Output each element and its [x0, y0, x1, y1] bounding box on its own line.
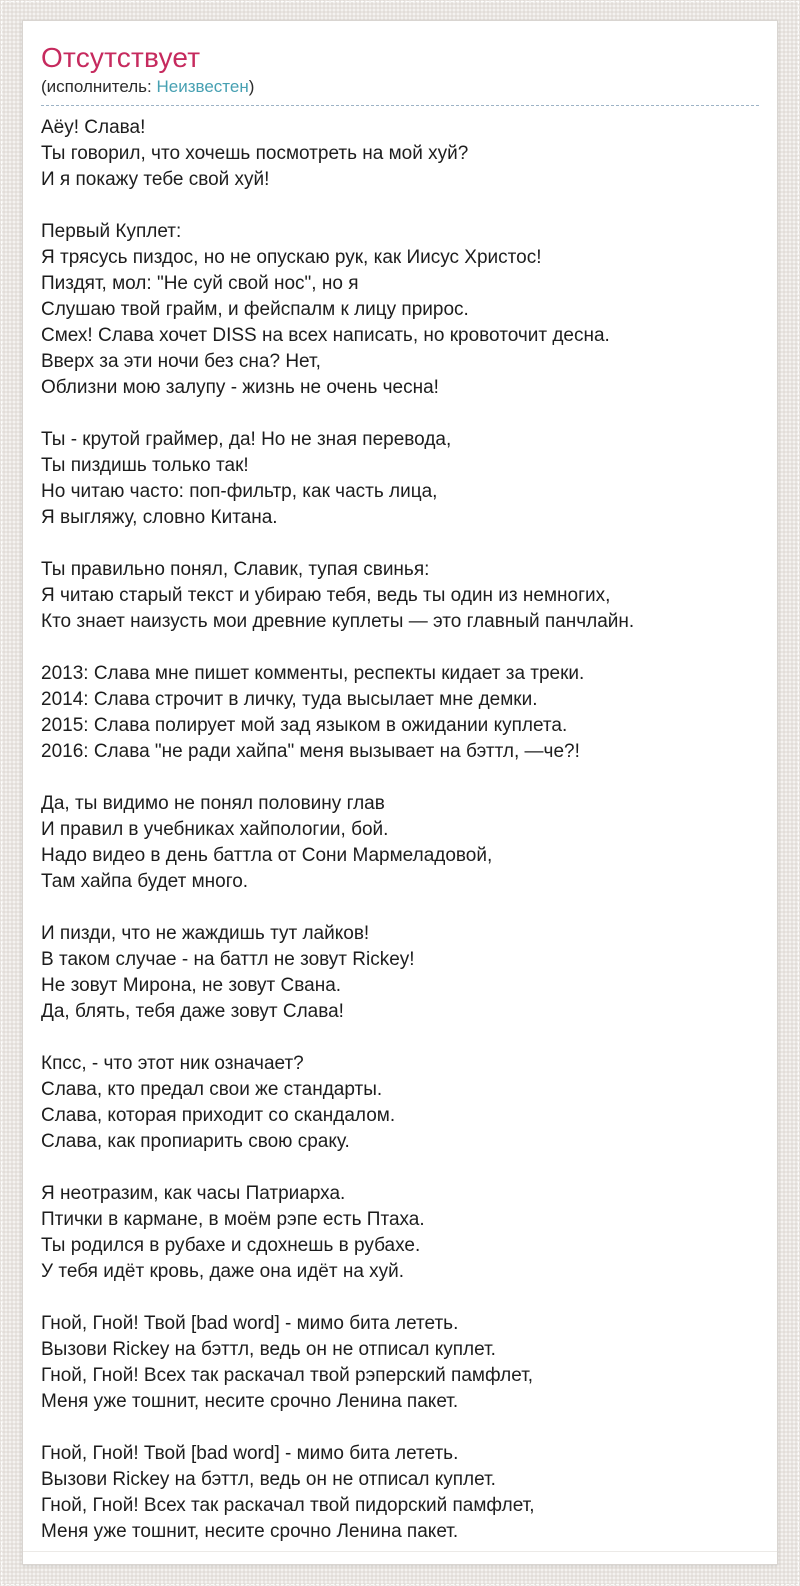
lyric-line: 2015: Слава полирует мой зад языком в ожидании куплета. — [41, 715, 568, 736]
lyric-line: Меня уже тошнит, несите срочно Ленина пакет. — [41, 1391, 459, 1412]
lyric-line: Слушаю твой грайм, и фейспалм к лицу прирос. — [41, 299, 469, 320]
lyric-line: 2013: Слава мне пишет комменты, респекты кидает за треки. — [41, 663, 585, 684]
artist-line — [41, 76, 759, 98]
lyric-line — [41, 193, 759, 219]
lyric-line: И пизди, что не жаждишь тут лайков! — [41, 923, 370, 944]
lyric-line: Ты пиздишь только так! — [41, 455, 249, 476]
lyric-line: Ты говорил, что хочешь посмотреть на мой хуй? — [41, 143, 469, 164]
lyric-line — [41, 635, 759, 661]
lyric-line: Я выгляжу, словно Китана. — [41, 507, 278, 528]
lyric-line: Гной, Гной! Всех так раскачал твой пидорский памфлет, — [41, 1495, 535, 1516]
lyric-line: Вверх за эти ночи без сна? Нет, — [41, 351, 321, 372]
lyric-line: Ты правильно понял, Славик, тупая свинья: — [41, 559, 430, 580]
lyric-line: Но читаю часто: поп-фильтр, как часть лица, — [41, 481, 438, 502]
lyric-line: Да, блять, тебя даже зовут Слава! — [41, 1001, 344, 1022]
lyric-line — [41, 1025, 759, 1051]
lyric-line: Гной, Гной! Твой [bad word] - мимо бита лететь. — [41, 1443, 459, 1464]
lyric-line — [41, 765, 759, 791]
song-header — [41, 43, 759, 106]
lyric-line: Пиздят, мол: "Не суй свой нос", но я — [41, 273, 359, 294]
lyric-line: Вызови Rickey на бэттл, ведь он не отписал куплет. — [41, 1339, 496, 1360]
lyrics-card — [22, 20, 778, 1565]
lyric-line — [41, 895, 759, 921]
lyric-line: Первый Куплет: — [41, 221, 182, 242]
song-title: Отсутствует — [41, 42, 201, 73]
lyric-line: Гной, Гной! Всех так раскачал твой рэперский памфлет, — [41, 1365, 534, 1386]
lyric-line — [41, 1415, 759, 1441]
lyric-line: Слава, как пропиарить свою сраку. — [41, 1131, 350, 1152]
lyric-line: Птички в кармане, в моём рэпе есть Птаха. — [41, 1209, 425, 1230]
lyric-line: Не зовут Мирона, не зовут Свана. — [41, 975, 342, 996]
lyric-line: Слава, кто предал свои же стандарты. — [41, 1079, 383, 1100]
lyric-line: Я трясусь пиздос, но не опускаю рук, как Иисус Христос! — [41, 247, 542, 268]
lyric-line — [41, 1155, 759, 1181]
lyric-line: Аёу! Слава! — [41, 117, 146, 138]
lyric-line — [41, 531, 759, 557]
lyric-line: Да, ты видимо не понял половину глав — [41, 793, 385, 814]
lyric-line — [41, 401, 759, 427]
artist-link[interactable]: Неизвестен — [156, 77, 249, 96]
lyric-line: У тебя идёт кровь, даже она идёт на хуй. — [41, 1261, 405, 1282]
lyrics — [41, 115, 759, 1545]
lyric-line: Меня уже тошнит, несите срочно Ленина пакет. — [41, 1521, 459, 1542]
lyric-line: И я покажу тебе свой хуй! — [41, 169, 270, 190]
lyric-line: Смех! Слава хочет DISS на всех написать, но кровоточит десна. — [41, 325, 610, 346]
lyric-line: 2016: Слава "не ради хайпа" меня вызывает на бэттл, —че?! — [41, 741, 580, 762]
lyric-line: Гной, Гной! Твой [bad word] - мимо бита лететь. — [41, 1313, 459, 1334]
lyric-line: Надо видео в день баттла от Сони Мармеладовой, — [41, 845, 493, 866]
lyric-line: Там хайпа будет много. — [41, 871, 249, 892]
lyric-line: 2014: Слава строчит в личку, туда высылает мне демки. — [41, 689, 538, 710]
lyric-line: Ты - крутой граймер, да! Но не зная перевода, — [41, 429, 452, 450]
lyric-line: Кто знает наизусть мои древние куплеты — это главный панчлайн. — [41, 611, 635, 632]
lyric-line: В таком случае - на баттл не зовут Rickey! — [41, 949, 415, 970]
lyric-line: Ты родился в рубахе и сдохнешь в рубахе. — [41, 1235, 421, 1256]
artist-suffix: ) — [248, 77, 255, 96]
lyric-line: Слава, которая приходит со скандалом. — [41, 1105, 396, 1126]
lyric-line: Кпсс, - что этот ник означает? — [41, 1053, 304, 1074]
card-footer-divider — [23, 1551, 777, 1552]
lyric-line: Облизни мою залупу - жизнь не очень чесна! — [41, 377, 439, 398]
lyric-line — [41, 1285, 759, 1311]
lyric-line: И правил в учебниках хайпологии, бой. — [41, 819, 389, 840]
lyric-line: Я читаю старый текст и убираю тебя, ведь ты один из немногих, — [41, 585, 611, 606]
artist-prefix: (исполнитель: — [41, 77, 157, 96]
lyric-line: Вызови Rickey на бэттл, ведь он не отписал куплет. — [41, 1469, 496, 1490]
lyric-line: Я неотразим, как часы Патриарха. — [41, 1183, 346, 1204]
